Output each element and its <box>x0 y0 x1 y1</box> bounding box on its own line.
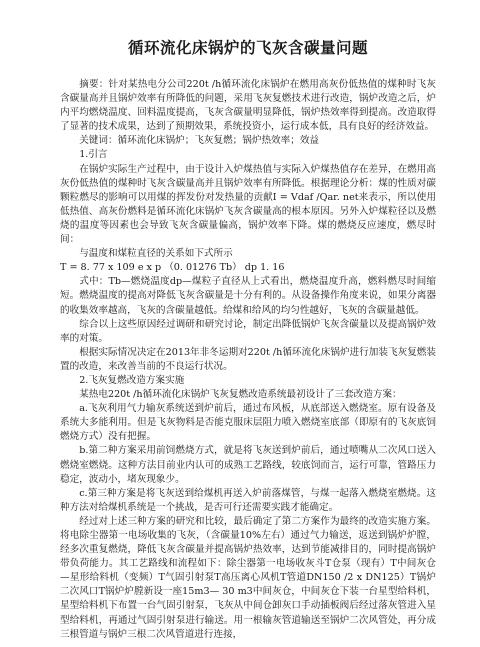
abstract: 摘要：针对某热电分公司220t /h循环流化床锅炉在燃用高灰份低热值的煤种时飞灰含碳量高并且锅炉效率有所降低的问题，采用飞灰复燃技术进行改造，锅炉改造之后，炉内平均燃烧温度、回料温度提高，飞灰含碳量明显降低，锅炉热效率得到提高。改造取得了显著的技术成果，达到了预期效果，系统投资小，运行成本低，具有良好的经济效益。 <box>60 79 436 133</box>
option-a: a.飞灰利用气力输灰系统送到炉前后，通过布风板，从底部送入燃烧室。原有设备及系统大多能利用。但是飞灰物料是否能克服床层阻力喷入燃烧室底部（即原有的飞灰底饲燃烧方式）没有把握。 <box>60 403 436 443</box>
section-1-paragraph-3: 综合以上这些原因经过调研和研究讨论，制定出降低锅炉飞灰含碳量以及提高锅炉效率的对策。 <box>60 318 436 344</box>
section-1-paragraph-2: 式中：Tb—燃烧温度dp—煤粒子直径从上式看出，燃烧温度升高，燃料燃尽时间缩短。燃烧温度的提高对降低飞灰含碳量是十分有利的。从设备操作角度来说，如果分离器的收集效率越高，飞灰的含碳量越低。给煤和给风的均匀性越好，飞灰的含碳量越低。 <box>60 276 436 316</box>
page-title: 循环流化床锅炉的飞灰含碳量问题 <box>127 38 368 57</box>
section-1-paragraph-1: 在锅炉实际生产过程中，由于设计入炉煤热值与实际入炉煤热值存在差异，在燃用高灰份低热值的煤种时飞灰含碳量高并且锅炉效率有所降低。根据理论分析：煤的性质对碳颗粒燃尽的影响可以用煤的挥发份对发热量的贡献I = Vdaf /Qar. net来表示，所以使用低热值、高灰份燃料是循环流化床锅炉飞灰含碳量高的根本原因。另外入炉煤粒径以及燃烧的温度等因素也会导致飞灰含碳量偏高，锅炉效率下降。煤的燃烧反应速度，燃尽时间： <box>60 163 436 246</box>
section-2-heading: 2.飞灰复燃改造方案实施 <box>79 374 185 386</box>
formula: T = 8. 77 x 109 e x p （0. 01276 Tb） dp 1. 16 <box>60 262 285 274</box>
formula-caption: 与温度和煤粒直径的关系如下式所示 <box>79 248 233 260</box>
keywords: 关键词：循环流化床锅炉；飞灰复燃；锅炉热效率；效益 <box>79 135 320 147</box>
option-b: b.第二种方案采用前饲燃烧方式，就是将飞灰送到炉前后，通过喷嘴从二次风口送入燃烧室燃烧。这种方法目前业内认可的成熟工艺路线，较底饲而言，运行可靠，管路压力稳定，波动小，堵灰现象少。 <box>60 445 436 485</box>
section-2-intro: 某热电220t /h循环流化床锅炉飞灰复燃改造系统最初设计了三套改造方案： <box>79 389 402 401</box>
section-2-paragraph-1: 经过对上述三种方案的研究和比较，最后确定了第二方案作为最终的改造实施方案。将电除尘器第一电场收集的飞灰，（含碳量10%左右）通过气力输送，返送到锅炉炉膛，经多次重复燃烧，降低飞灰含碳量并提高锅炉热效率，达到节能减排目的，同时提高锅炉带负荷能力。其工艺路线和流程如下：除尘器第一电场收灰斗T仓泵（现有）T中间灰仓—星形给料机（变频）T气固引射泵T高压离心风机T管道DN150 /2 x DN125）T锅炉二次风口T锅炉炉膛新设一座15m3— 30 m3中间灰仓，中间灰仓下装一台星型给料机，星型给料机下布置一台气固引射泵，飞灰从中间仓卸灰口手动插板阀后经过落灰管进入星型给料机，再通过气固引射泵进行输送。用一根输灰管道输送至锅炉二次风管处，再分成三根管道与锅炉三根二次风管道进行连接， <box>60 515 436 640</box>
option-c: c.第三种方案是将飞灰送到给煤机再送入炉前落煤管，与煤一起落入燃烧室燃烧。这种方法对给煤机系统是一个挑战，是否可行还需要实践才能确定。 <box>60 487 436 513</box>
section-1-paragraph-4: 根据实际情况决定在2013年非冬运期对220t /h循环流化床锅炉进行加装飞灰复燃装置的改造，来改善当前的不良运行状况。 <box>60 346 436 372</box>
section-1-heading: 1.引言 <box>79 149 108 161</box>
